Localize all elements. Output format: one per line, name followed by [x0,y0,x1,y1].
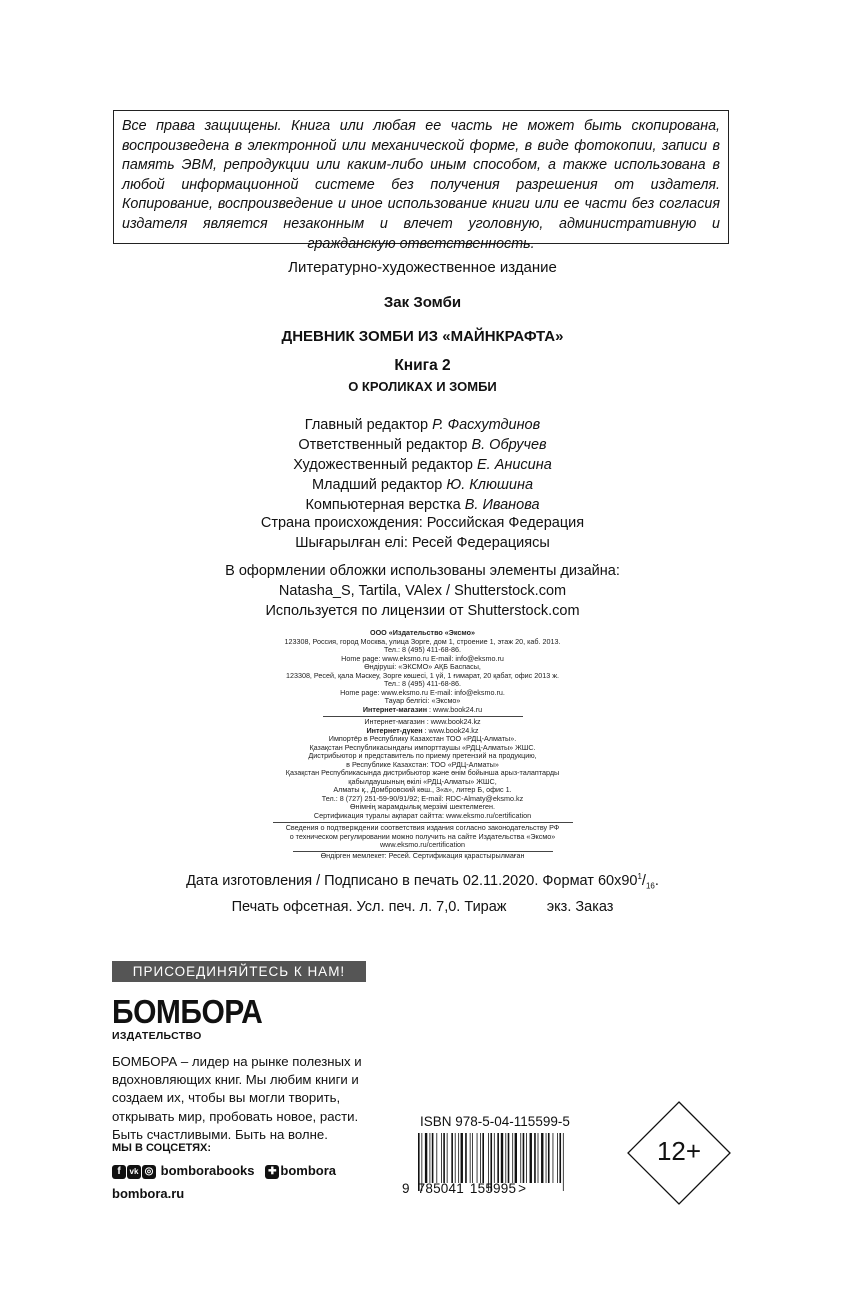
barcode-bar [534,1133,536,1183]
barcode-bar [451,1133,453,1183]
barcode-bar [480,1133,481,1183]
barcode-bar [501,1133,503,1183]
origin-kz: Шығарылған елі: Ресей Федерациясы [295,535,550,551]
origin [0,513,845,553]
barcode-bar [461,1133,463,1183]
facebook-icon[interactable]: f [112,1165,126,1179]
isbn: ISBN 978-5-04-115599-5 [420,1114,570,1129]
barcode-bar [505,1133,506,1183]
credit-line: Главный редактор Р. Фасхутдинов [304,417,541,433]
barcode-bar [470,1133,471,1183]
credit-line: Младший редактор Ю. Клюшина [311,477,534,493]
cover-credit-line: В оформлении обложки использованы элементы дизайна: [225,563,620,579]
barcode-bar [546,1133,547,1183]
barcode-bar [458,1133,459,1183]
credit-line: Компьютерная верстка В. Иванова [305,497,540,513]
bombora-app-icon[interactable]: ✚ [265,1165,279,1179]
website-link[interactable]: bombora.ru [112,1186,185,1201]
book-number: Книга 2 [394,357,451,374]
barcode-bar [443,1133,445,1183]
origin-ru: Страна происхождения: Российская Федерация [260,515,585,531]
publisher-logo: БОМБОРА [112,994,263,1031]
social-handle[interactable]: bomborabooks [160,1163,255,1178]
book-subtitle: О КРОЛИКАХ И ЗОМБИ [348,379,497,394]
credit-line: Художественный редактор Е. Анисина [293,457,552,473]
instagram-icon[interactable]: ◎ [142,1165,156,1179]
barcode-bar [563,1133,564,1191]
barcode-bar [523,1133,525,1183]
edition-type: Литературно-художественное издание [288,259,557,276]
barcode-bar [520,1133,521,1183]
vk-icon[interactable]: vk [127,1165,141,1179]
imprint: ООО «Издательство «Эксмо» 123308, Россия, город Москва, улица Зорге, дом 1, строение 1, этаж 20, каб. 2013. Тел.: 8 (495) 411-68-86. Home page: www.eksmo.ru E-mail: info@eksmo.ru Өндіруші: «ЭКСМО» АҚБ Баспасы, 123308, Ресей, қала Мәскеу, Зорге көшесі, 1 үй, 1 ғимарат, 20 қабат, офис 2013 ж. Тел.: 8 (495) 411-68-86. Home page: www.eksmo.ru E-mail: info@eksmo.ru. Тауар белгісі: «Эксмо» Интернет-магазин : www.book24.ru Интернет-магазин : www.book24.kz Интернет-дүкен : www.book24.kz Импортёр в Республику Казахстан ТОО «РДЦ-Алматы». Қазақстан Республикасындағы импорттаушы «РДЦ-Алматы» ЖШС. Дистрибьютор и представитель по приему претензий на продукцию, в Республике Казахстан: ТОО «РДЦ-Алматы» Қазақстан Республикасында дистрибьютор және өнім бойынша арыз-талаптарды қабылдаушының өкілі «РДЦ-Алматы» ЖШС, Алматы қ., Домбровский көш., 3«а», литер Б, офис 1. Тел.: 8 (727) 251-59-90/91/92; E-mail: RDC-Almaty@eksmo.kz Өнімнің жарамдылық мерзімі шектелмеген. Сертификация туралы ақпарат сайтта: www.eksmo.ru/certification Сведения о подтверждении соответствия издания согласно законодательству РФ о техническом регулировании можно получить на сайте Издательства «Эксмо» www.eksmo.ru/certification Өндірген мемлекет: Ресей. Сертификация қарастырылмаған [0,629,845,860]
barcode-bar [512,1133,513,1183]
rights-notice: Все права защищены. Книга или любая ее часть не может быть скопирована, воспроизведена в электронной или механической форме, в виде фотокопии, записи в память ЭВМ, репродукции или каким-либо иным способом, а также использована в любой информационной системе без получения разрешения от издателя. Копирование, воспроизведение и иное использование книги или ее части без согласия издателя является незаконным и влечет уголовную, административную и гражданскую ответственность. [122,118,720,252]
barcode-bar [494,1133,495,1183]
print-info-line1: Дата изготовления / Подписано в печать 02.11.2020. Формат $60x90^1/_{16}$. [186,872,659,891]
print-info [0,867,845,917]
barcode-bar [436,1133,437,1183]
barcode-bar [526,1133,527,1183]
barcode-bar [508,1133,510,1183]
print-info-line2: Печать офсетная. Усл. печ. л. 7,0. Тираж экз. Заказ [231,898,614,915]
social-row [112,1163,336,1179]
imprint-publisher: ООО «Издательство «Эксмо» [369,628,475,637]
barcode-bar [515,1133,517,1183]
barcode-bar [559,1133,561,1183]
barcode-bar [530,1133,532,1183]
author: Зак Зомби [383,294,462,311]
barcode-bar [548,1133,550,1183]
barcode-bar [477,1133,478,1183]
barcode-bar [497,1133,499,1183]
cover-credit-line: Natasha_S, Tartila, VAlex / Shutterstock.com [278,583,567,599]
barcode-bar [432,1133,434,1183]
barcode-bar [441,1133,442,1183]
cover-credits [0,561,845,621]
barcode-bar [482,1133,484,1183]
barcode-bar [541,1133,543,1183]
cover-credit-line: Используется по лицензии от Shutterstock.com [265,603,580,619]
age-rating-badge [626,1100,732,1206]
barcode-bar [455,1133,456,1183]
social-handle-2[interactable]: bombora [280,1163,336,1178]
age-rating: 12+ [656,1136,702,1166]
barcode-bar [447,1133,448,1183]
join-banner: ПРИСОЕДИНЯЙТЕСЬ К НАМ! [112,961,366,982]
publisher-blurb: БОМБОРА – лидер на рынке полезных и вдохновляющих книг. Мы любим книги и создаем их, чтобы вы могли творить, открывать мир, пробовать новое, расти. Быть счастливыми. Быть на волне. [112,1054,362,1142]
barcode-digits: 9 785041 155995 > [402,1181,527,1196]
barcode-bar [425,1133,427,1183]
barcode-bar [538,1133,539,1183]
credits [0,415,845,515]
barcode-bar [553,1133,554,1183]
barcode-bar [430,1133,431,1183]
publisher-logo-subtitle: ИЗДАТЕЛЬСТВО [112,1030,202,1042]
rights-notice-box [113,110,729,252]
barcode-bar [472,1133,473,1183]
barcode-bar [557,1133,558,1183]
book-title: ДНЕВНИК ЗОМБИ ИЗ «МАЙНКРАФТА» [281,328,564,345]
social-title: МЫ В СОЦСЕТЯХ: [112,1142,212,1154]
barcode-bar [465,1133,467,1183]
credit-line: Ответственный редактор В. Обручев [298,437,547,453]
